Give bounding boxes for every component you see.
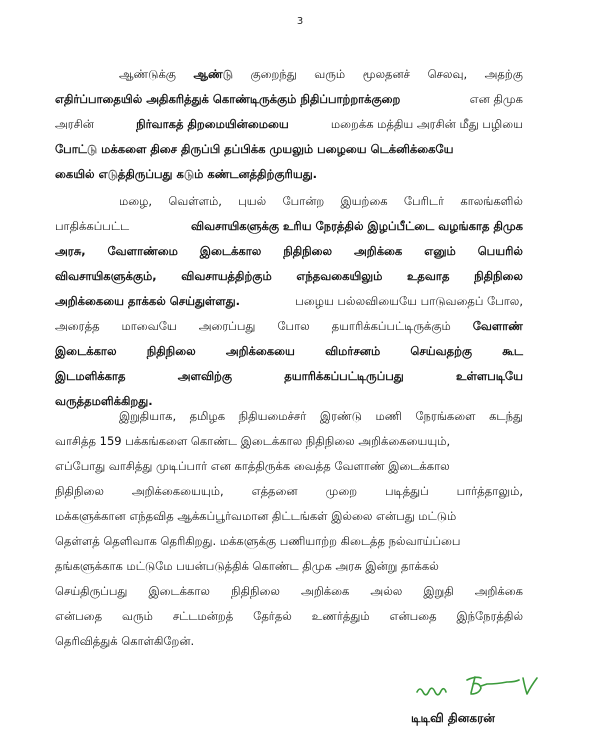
- text-segment: செய்வதற்கு: [410, 344, 473, 358]
- text-segment: விவசாயத்திற்கும்: [181, 269, 272, 283]
- text-segment: வாசித்த 159 பக்கங்களை கொண்ட இடைக்கால நிதிநிலை அறிக்கையையும்,: [55, 434, 451, 448]
- text-segment: தெள்ளத் தெளிவாக தெரிகிறது. மக்களுக்கு பணியாற்ற கிடைத்த நல்வாய்ப்பை: [55, 534, 461, 548]
- text-segment: வேளாண்: [472, 319, 523, 333]
- text-segment: பாதிக்கப்பட்ட: [55, 219, 130, 233]
- text-segment: வரும்: [314, 67, 346, 81]
- text-segment: இயற்கை: [340, 194, 388, 208]
- signature-image: [415, 672, 545, 702]
- text-segment: நிதியமைச்சர்: [238, 409, 307, 423]
- text-segment: நேரங்களை: [415, 409, 476, 423]
- text-segment: மக்களுக்கான எந்தவித ஆக்கப்பூர்வமான திட்டங்கள் இல்லை என்பது மட்டும்: [55, 509, 457, 523]
- page-number: 3: [296, 16, 304, 27]
- text-line: [55, 314, 523, 339]
- text-segment: நிதிநிலை: [146, 344, 196, 358]
- text-segment: அறிக்கையை தாக்கல் செய்துள்ளது.: [55, 294, 241, 308]
- text-segment: பழைய பல்லவியையே பாடுவதைப் போல,: [295, 294, 523, 308]
- text-segment: தயாரிக்கப்பட்டிருக்கும்: [331, 319, 451, 333]
- text-segment: வெள்ளம்,: [168, 194, 222, 208]
- text-segment: அரைத்த: [55, 319, 100, 333]
- text-segment: கடந்து: [489, 409, 523, 423]
- text-segment: பார்த்தாலும்,: [456, 484, 523, 498]
- text-segment: எதிர்ப்பாதையில் அதிகரித்துக் கொண்டிருக்கும் நிதிப்பாற்றாக்குறை: [55, 92, 401, 106]
- text-segment: உள்ளபடியே: [456, 369, 523, 383]
- text-line: [55, 504, 523, 529]
- text-line: [55, 339, 523, 364]
- text-segment: இடைக்கால: [148, 584, 210, 598]
- text-segment: நிதிநிலை: [231, 584, 280, 598]
- text-line: [55, 264, 523, 289]
- text-segment: எப்போது வாசித்து முடிப்பார் என காத்திருக்க வைத்த வேளாண் இடைக்கால: [55, 459, 450, 473]
- text-segment: எந்தவகையிலும்: [296, 269, 383, 283]
- text-segment: தேர்தல்: [253, 609, 292, 623]
- text-segment: தமிழக: [189, 409, 226, 423]
- text-segment: வரும்: [121, 609, 153, 623]
- text-line: [55, 289, 523, 314]
- text-segment: எத்தனை: [251, 484, 298, 498]
- text-line: [55, 87, 523, 112]
- text-line: [55, 529, 523, 554]
- text-segment: அறிக்கையையும்,: [131, 484, 224, 498]
- text-segment: நிர்வாகத் திறமையின்மையை: [136, 117, 289, 131]
- text-segment: மாவையே: [121, 319, 177, 333]
- text-line: [55, 239, 523, 264]
- text-segment: வேளாண்மை: [107, 244, 178, 258]
- text-line: [55, 112, 523, 137]
- text-line: [55, 162, 523, 187]
- text-segment: விவசாயிகளுக்கும்,: [55, 269, 157, 283]
- text-segment: அரைப்பது: [198, 319, 256, 333]
- text-segment: நிதிநிலை: [55, 484, 104, 498]
- text-line: [55, 137, 523, 162]
- text-segment: இறுதி: [423, 584, 454, 598]
- text-segment: விமர்சனம்: [325, 344, 381, 358]
- text-segment: செய்திருப்பது: [55, 584, 128, 598]
- text-line: [55, 364, 523, 389]
- text-segment: படித்துப்: [384, 484, 429, 498]
- text-segment: இடைக்கால: [55, 344, 117, 358]
- text-segment: தயாரிக்கப்பட்டிருப்பது: [284, 369, 404, 383]
- paragraph-3: [55, 404, 523, 654]
- text-segment: அறிக்கையை: [225, 344, 295, 358]
- text-line: [55, 579, 523, 604]
- text-segment: விவசாயிகளுக்கு உரிய நேரத்தில் இழப்பீட்டை வழங்காத திமுக: [191, 219, 523, 233]
- text-segment: அறிக்கை: [301, 584, 350, 598]
- text-segment: மணி: [375, 409, 402, 423]
- signer-name: டிடிவி தினகரன்: [411, 711, 495, 725]
- text-segment: அரசின்: [55, 117, 94, 131]
- text-segment: அல்ல: [370, 584, 403, 598]
- text-line: [55, 479, 523, 504]
- text-segment: ஆண்டு: [193, 67, 233, 81]
- text-segment: மூலதனச்: [362, 67, 411, 81]
- text-line: [55, 429, 523, 454]
- text-line: [55, 454, 523, 479]
- text-segment: காலங்களில்: [460, 194, 523, 208]
- text-segment: என்பதை: [389, 609, 437, 623]
- paragraph-1: [55, 62, 523, 187]
- text-segment: எனும்: [424, 244, 456, 258]
- text-segment: ஆண்டுக்கு: [119, 67, 176, 81]
- text-segment: தெரிவித்துக் கொள்கிறேன்.: [55, 634, 195, 648]
- text-segment: புயல்: [238, 194, 267, 208]
- text-segment: அளவிற்கு: [177, 369, 233, 383]
- text-segment: பெயரில்: [477, 244, 523, 258]
- text-segment: அறிக்கை: [474, 584, 523, 598]
- text-segment: உணர்த்தும்: [311, 609, 370, 623]
- text-line: [55, 62, 523, 87]
- text-line: [55, 604, 523, 629]
- text-segment: வருத்தமளிக்கிறது.: [55, 394, 153, 408]
- text-segment: முறை: [325, 484, 358, 498]
- text-segment: இரண்டு: [319, 409, 362, 423]
- text-line: [55, 629, 523, 654]
- text-segment: அறிக்கை: [354, 244, 403, 258]
- text-line: [55, 404, 523, 429]
- text-segment: அரசு,: [55, 244, 86, 258]
- text-segment: நிதிநிலை: [283, 244, 333, 258]
- text-segment: இடமளிக்காத: [55, 369, 126, 383]
- text-line: [55, 554, 523, 579]
- text-segment: உதவாத: [407, 269, 450, 283]
- text-line: [55, 214, 523, 239]
- text-segment: இடைக்கால: [199, 244, 262, 258]
- text-segment: நிதிநிலை: [474, 269, 523, 283]
- text-segment: பேரிடர்: [403, 194, 445, 208]
- text-segment: தங்களுக்காக மட்டுமே பயன்படுத்திக் கொண்ட திமுக அரசு இன்று தாக்கல்: [55, 559, 439, 573]
- text-segment: அதற்கு: [484, 67, 523, 81]
- text-segment: போன்ற: [282, 194, 325, 208]
- text-segment: இந்நேரத்தில்: [456, 609, 523, 623]
- text-segment: மறைக்க மத்திய அரசின் மீது பழியை: [330, 117, 523, 131]
- text-segment: கையில் எடுத்திருப்பது கடும் கண்டனத்திற்குரியது.: [55, 167, 318, 181]
- text-segment: சட்டமன்றத்: [172, 609, 234, 623]
- text-segment: மழை,: [119, 194, 153, 208]
- text-line: [55, 189, 523, 214]
- text-segment: என்பதை: [55, 609, 103, 623]
- text-segment: போட்டு மக்களை திசை திருப்பி தப்பிக்க முயலும் பழையை டெக்னிக்கையே: [55, 142, 454, 156]
- paragraph-2: [55, 189, 523, 414]
- text-segment: என திமுக: [469, 92, 523, 106]
- text-segment: குறைந்து: [250, 67, 297, 81]
- text-segment: போல: [277, 319, 310, 333]
- text-segment: கூட: [502, 344, 523, 358]
- text-segment: இறுதியாக,: [119, 409, 177, 423]
- text-segment: செலவு,: [427, 67, 468, 81]
